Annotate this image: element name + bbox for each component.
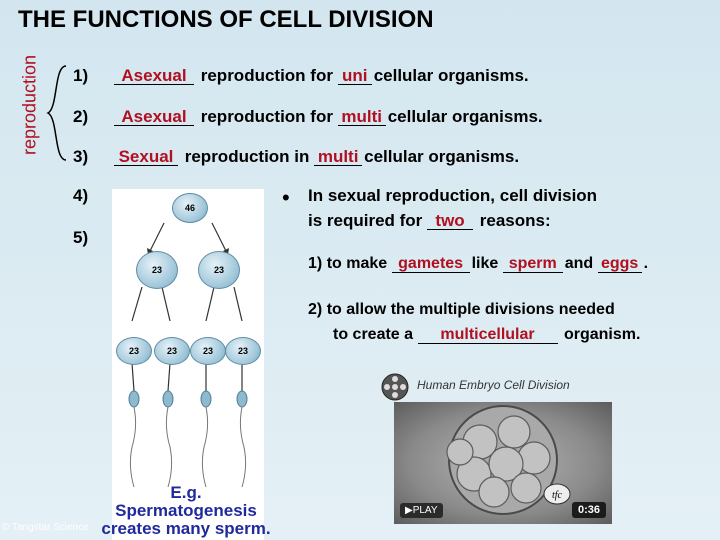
answer-blank: Asexual [114,109,194,126]
tfc-logo-icon [542,482,572,506]
play-button[interactable]: ▶PLAY [400,503,443,518]
copyright: © Tangstar Science [2,522,89,533]
item-number-2: 2) [73,107,89,126]
reason-text: organism. [563,326,641,343]
item-text: cellular organisms. [373,66,529,85]
play-label: PLAY [412,505,438,516]
video-caption[interactable]: Human Embryo Cell Division [417,378,570,392]
reason-number: 1) [308,255,323,272]
caption-line-2: Spermatogenesis [115,501,257,520]
reason-line-1 [308,255,648,273]
item-number-3: 3) [73,147,89,166]
reason-text: and [564,255,594,272]
reason-line-2b [333,326,640,344]
film-reel-icon[interactable] [380,372,410,402]
answer-blank: uni [338,68,372,85]
caption-line-1: E.g. [170,483,202,502]
cell-23: 23 [154,337,190,365]
item-text: reproduction for [200,107,333,126]
item-number-4: 4) [73,186,89,205]
cell-23: 23 [190,337,226,365]
reason-text: to make [326,255,388,272]
answer-blank: two [427,213,473,230]
cell-46: 46 [172,193,208,223]
reason-number: 2) [308,301,323,318]
item-number-5: 5) [73,228,89,247]
bullet-text: is required for [308,211,423,230]
reason-text: like [471,255,499,272]
item-text: cellular organisms. [387,107,543,126]
answer-blank: Sexual [114,149,178,166]
answer-blank: multi [338,109,386,126]
bullet-line-1: In sexual reproduction, cell division [308,186,598,205]
item-number-1: 1) [73,66,89,85]
bullet-line-2 [308,211,551,231]
reason-text: to create a [333,326,414,343]
answer-blank: eggs [598,256,642,273]
embryo-video[interactable] [394,402,612,524]
cell-23: 23 [116,337,152,365]
svg-text:tfc: tfc [552,490,562,501]
video-duration: 0:36 [572,502,606,518]
item-line-3 [114,147,519,167]
cell-23: 23 [136,251,178,289]
page-title: THE FUNCTIONS OF CELL DIVISION [18,6,434,33]
item-text: reproduction for [200,66,333,85]
answer-blank: sperm [503,256,563,273]
bullet-text: reasons: [479,211,551,230]
reason-text: . [643,255,649,272]
cell-23: 23 [198,251,240,289]
left-brace-icon [46,64,68,162]
reason-text: to allow the multiple divisions needed [326,301,615,318]
side-label: reproduction [19,54,40,156]
cell-23: 23 [225,337,261,365]
caption-line-3: creates many sperm. [101,519,271,538]
item-line-2 [114,107,543,127]
item-text: cellular organisms. [364,147,520,166]
bullet-icon: • [282,185,290,210]
item-line-1 [114,66,529,86]
reason-line-2a [308,301,615,319]
item-text: reproduction in [184,147,310,166]
answer-blank: gametes [392,256,470,273]
answer-blank: multicellular [418,327,558,344]
diagram-caption [101,484,270,538]
answer-blank: Asexual [114,68,194,85]
answer-blank: multi [314,149,362,166]
